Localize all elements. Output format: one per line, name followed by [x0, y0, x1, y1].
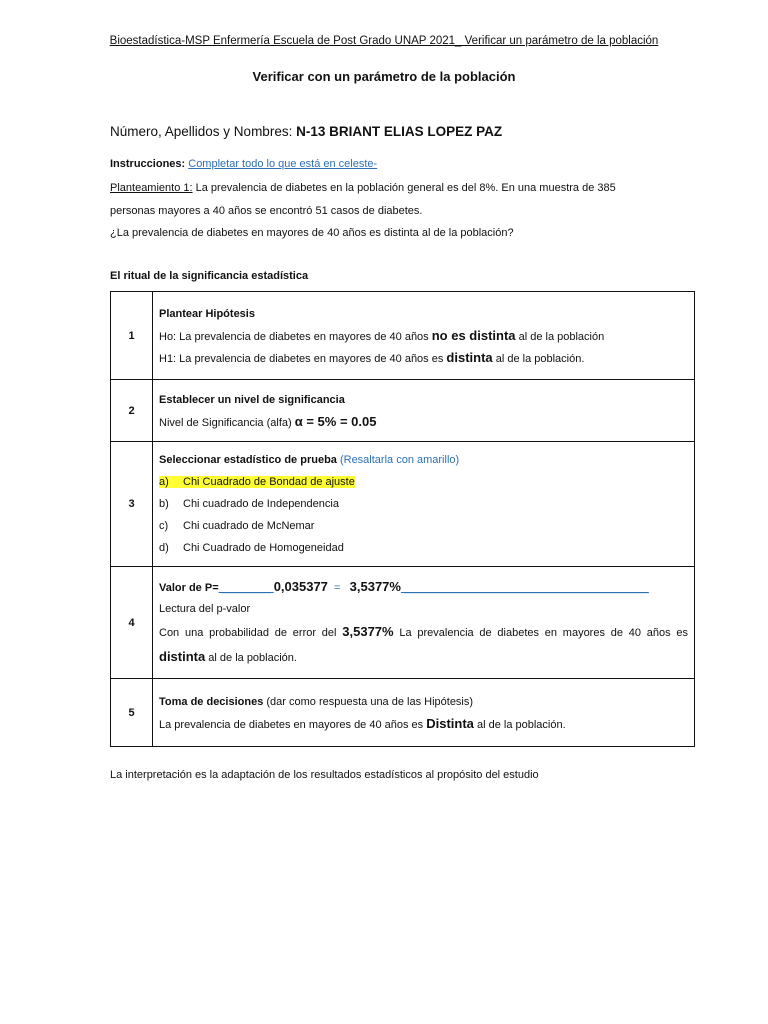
conclusion-value: 3,5377% [342, 623, 394, 639]
ho-text: Ho: La prevalencia de diabetes en mayores de 40 años [159, 330, 432, 343]
p-value-line [159, 576, 688, 598]
ho-emphasis: no es distinta [431, 327, 516, 343]
test-option[interactable] [159, 537, 688, 559]
problem-question: ¿La prevalencia de diabetes en mayores de 40 años es distinta al de la población? [110, 227, 514, 239]
steps-table [110, 291, 695, 747]
footer-note: La interpretación es la adaptación de los resultados estadísticos al propósito del estudio [110, 769, 539, 781]
option-text: Chi Cuadrado de Homogeneidad [183, 542, 344, 554]
test-option[interactable] [159, 515, 688, 537]
option-text: Chi cuadrado de Independencia [183, 498, 339, 510]
step-heading: Seleccionar estadístico de prueba [159, 454, 337, 466]
ritual-heading: El ritual de la significancia estadística [110, 270, 309, 282]
problem-line-2: personas mayores a 40 años se encontró 51 casos de diabetes. [110, 205, 423, 217]
h1-text-end: al de la población. [492, 352, 585, 365]
h1-emphasis: distinta [446, 349, 493, 365]
step-number: 1 [111, 292, 153, 380]
decision-text [159, 713, 688, 735]
page-title: Verificar con un parámetro de la población [252, 69, 516, 84]
test-option[interactable] [159, 493, 688, 515]
ho-text-end: al de la población [515, 330, 605, 343]
step-body [153, 442, 695, 567]
instructions-line [110, 158, 377, 170]
step-body [153, 380, 695, 442]
option-letter: b) [159, 498, 169, 510]
option-letter: a) [159, 476, 169, 488]
step-heading: Plantear Hipótesis [159, 307, 255, 320]
instructions-label: Instrucciones: [110, 158, 186, 170]
step-heading: Toma de decisiones [159, 695, 264, 708]
instructions-link[interactable]: Completar todo lo que está en celeste- [188, 158, 378, 170]
equals-sign: = [327, 581, 350, 594]
h1-text: H1: La prevalencia de diabetes en mayores de 40 años es [159, 352, 447, 365]
option-text: Chi Cuadrado de Bondad de ajuste [183, 476, 355, 488]
p-value-label: Valor de P= [159, 581, 219, 594]
student-name-line [110, 124, 502, 139]
p-value-blank-2[interactable]: ________________________________________ [400, 581, 649, 594]
step-row-2 [111, 380, 695, 442]
decision-pre: La prevalencia de diabetes en mayores de 40 años es [159, 718, 427, 731]
step-note: (dar como respuesta una de las Hipótesis) [263, 695, 474, 708]
step-row-3 [111, 442, 695, 567]
step-heading-line [159, 449, 688, 471]
option-letter: d) [159, 542, 169, 554]
significance-level [159, 411, 688, 433]
p-value-percent: 3,5377% [349, 578, 401, 594]
step-body [153, 679, 695, 747]
p-value-conclusion [159, 620, 688, 670]
decision-post: al de la población. [473, 718, 566, 731]
step-body [153, 567, 695, 679]
student-name: N-13 BRIANT ELIAS LOPEZ PAZ [296, 124, 503, 139]
conclusion-text-mid: La prevalencia de diabetes en mayores de 40 años es [393, 626, 689, 639]
conclusion-emphasis: distinta [159, 648, 206, 664]
p-value-reading: Lectura del p-valor [159, 602, 251, 615]
alternative-hypothesis [159, 347, 688, 369]
decision-heading-line [159, 691, 688, 713]
step-note: (Resaltarla con amarillo) [336, 454, 460, 466]
option-text: Chi cuadrado de McNemar [183, 520, 315, 532]
alpha-value: α = 5% = 0.05 [294, 413, 377, 429]
p-value: 0,035377 [273, 578, 328, 594]
highlighted-option [159, 476, 355, 488]
step-number: 2 [111, 380, 153, 442]
test-option[interactable] [159, 471, 688, 493]
problem-label: Planteamiento 1: [110, 182, 193, 194]
running-header: Bioestadística-MSP Enfermería Escuela de Post Grado UNAP 2021_ Verificar un parámetro de la población [109, 35, 659, 47]
step-row-4 [111, 567, 695, 679]
conclusion-text-end: al de la población. [205, 651, 297, 664]
problem-line-1 [110, 182, 616, 194]
step-body [153, 292, 695, 380]
step-number: 4 [111, 567, 153, 679]
conclusion-text: Con una probabilidad de error del [159, 626, 343, 639]
option-letter: c) [159, 520, 169, 532]
p-value-blank[interactable]: ________ [218, 581, 274, 594]
alpha-label: Nivel de Significancia (alfa) [159, 416, 295, 429]
step-number: 5 [111, 679, 153, 747]
null-hypothesis [159, 325, 688, 347]
step-heading: Establecer un nivel de significancia [159, 393, 345, 406]
student-label: Número, Apellidos y Nombres: [110, 124, 297, 139]
step-row-1 [111, 292, 695, 380]
problem-text-1: La prevalencia de diabetes en la población general es del 8%. En una muestra de 385 [192, 182, 616, 194]
decision-emphasis: Distinta [426, 715, 474, 731]
step-number: 3 [111, 442, 153, 567]
step-row-5 [111, 679, 695, 747]
